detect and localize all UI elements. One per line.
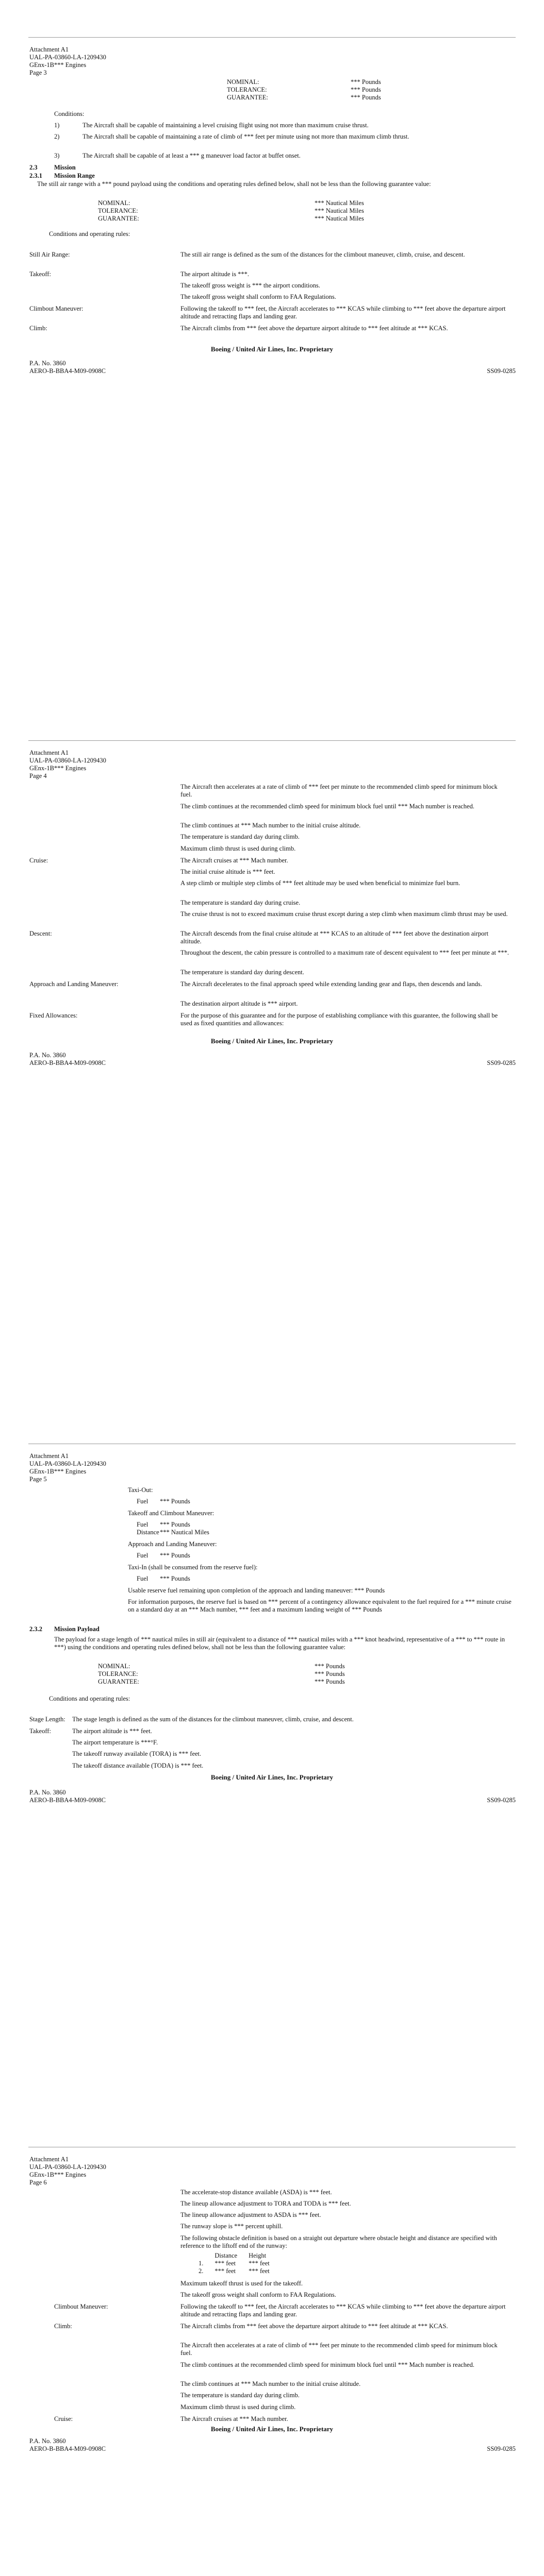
condition-text: The Aircraft shall be capable of maintaining a level cruising flight using not more than maximum cruise thrust. <box>83 122 369 129</box>
conditions-rules-heading: Conditions and operating rules: <box>49 230 130 238</box>
tolerance-value: *** Pounds <box>351 86 381 93</box>
header-line: UAL-PA-03860-LA-1209430 <box>29 54 106 61</box>
footer-doc-id: AERO-B-BBA4-M09-0908C <box>29 367 106 375</box>
stage-length-text: The stage length is defined as the sum of the distances for the climbout maneuver, climb, cruise, and descent. <box>72 1716 354 1723</box>
climb-label: Climb: <box>54 2323 72 2330</box>
header-line: GEnx-1B*** Engines <box>29 2171 87 2178</box>
section-title: Mission Payload <box>54 1625 100 1633</box>
takeoff-line: The airport altitude is ***. <box>180 270 249 278</box>
takeoff-line: The takeoff gross weight shall conform to FAA Regulations. <box>180 2291 336 2298</box>
header-rule <box>28 740 516 741</box>
section-title: Mission Range <box>54 172 95 179</box>
approach-line: The Aircraft decelerates to the final approach speed while extending landing gear and flaps, then descends and lands. <box>180 980 482 988</box>
taxi-in-fuel-value: *** Pounds <box>160 1575 190 1582</box>
climb-line: The Aircraft climbs from *** feet above the departure airport altitude to *** feet altitude at *** KCAS. <box>180 2323 448 2330</box>
nominal-label: NOMINAL: <box>227 78 259 86</box>
taxi-out-label: Taxi-Out: <box>128 1486 153 1494</box>
descent-line: Throughout the descent, the cabin pressure is controlled to a maximum rate of descent equivalent to *** feet per minute at ***. <box>180 949 509 956</box>
mission-range-intro: The still air range with a *** pound payload using the conditions and operating rules defined below, shall not be less than the following guarantee value: <box>37 180 431 188</box>
obstacle-table <box>199 2252 281 2275</box>
obstacle-height-header: Height <box>249 2252 267 2259</box>
tolerance-label: TOLERANCE: <box>227 86 267 93</box>
page-5 <box>0 1406 544 2110</box>
header-line: Page 5 <box>29 1476 47 1483</box>
header-line: UAL-PA-03860-LA-1209430 <box>29 2163 106 2171</box>
taxi-in-label: Taxi-In (shall be consumed from the reserve fuel): <box>128 1564 258 1571</box>
guarantee-label: GUARANTEE: <box>98 215 139 222</box>
conditions-label: Conditions: <box>54 110 85 117</box>
conditions-rules-heading: Conditions and operating rules: <box>49 1695 130 1702</box>
header-line: UAL-PA-03860-LA-1209430 <box>29 1460 106 1467</box>
section-title: Mission <box>54 164 76 171</box>
obstacle-height: *** feet <box>249 2267 270 2275</box>
takeoff-line: The takeoff gross weight shall conform to FAA Regulations. <box>180 293 336 300</box>
footer-doc-id: AERO-B-BBA4-M09-0908C <box>29 1797 106 1804</box>
guarantee-value: *** Nautical Miles <box>315 215 364 222</box>
footer-ss-number: SS09-0285 <box>487 2445 516 2452</box>
fuel-label: Fuel <box>137 1575 149 1582</box>
nominal-value: *** Nautical Miles <box>315 199 364 207</box>
climb-line: The Aircraft then accelerates at a rate of climb of *** feet per minute to the recommended climb speed for minimum block fuel. <box>180 2342 498 2357</box>
descent-line: The temperature is standard day during descent. <box>180 969 304 976</box>
approach-landing-label: Approach and Landing Maneuver: <box>128 1540 217 1548</box>
footer-doc-id: AERO-B-BBA4-M09-0908C <box>29 2445 106 2452</box>
footer-pa-number: P.A. No. 3860 <box>29 1052 66 1059</box>
descent-line: The Aircraft descends from the final cruise altitude at *** KCAS to an altitude of *** feet above the destination airport altitude. <box>180 930 489 945</box>
takeoff-line: The airport altitude is *** feet. <box>72 1727 152 1735</box>
obstacle-distance: *** feet <box>215 2260 236 2267</box>
cruise-label: Cruise: <box>29 857 48 864</box>
header-line: Attachment A1 <box>29 749 69 756</box>
climb-line: The temperature is standard day during climb. <box>180 833 300 840</box>
fixed-allowances-label: Fixed Allowances: <box>29 1012 78 1019</box>
climb-line: The climb continues at the recommended climb speed for minimum block fuel until *** Mach number is reached. <box>180 803 474 810</box>
section-number: 2.3 <box>29 164 38 171</box>
still-air-label: Still Air Range: <box>29 251 70 258</box>
approach-line: The destination airport altitude is *** airport. <box>180 1000 298 1007</box>
proprietary-notice: Boeing / United Air Lines, Inc. Proprietary <box>210 345 334 353</box>
cruise-line: The Aircraft cruises at *** Mach number. <box>180 857 288 864</box>
condition-text: The Aircraft shall be capable of maintaining a rate of climb of *** feet per minute using not more than maximum climb thrust. <box>83 133 409 140</box>
approach-landing-fuel-value: *** Pounds <box>160 1552 190 1559</box>
descent-label: Descent: <box>29 930 52 937</box>
climbout-text: Following the takeoff to *** feet, the Aircraft accelerates to *** KCAS while climbing to *** feet above the departure airport altitude and retracting flaps and landing gear. <box>180 2303 506 2318</box>
fixed-allowances-text: For the purpose of this guarantee and for the purpose of establishing compliance with this guarantee, the following shall be used as fixed quantities and allowances: <box>180 1012 498 1027</box>
climb-line: Maximum climb thrust is used during climb. <box>180 2403 296 2411</box>
payload-intro: The payload for a stage length of *** nautical miles in still air (equivalent to a distance of *** nautical miles with a *** knot headwind, representative of a *** to *** route in ***) using the conditions and operating rules defined below, shall not be less than the following guarantee value: <box>54 1636 505 1651</box>
footer-ss-number: SS09-0285 <box>487 1797 516 1804</box>
page-footer <box>29 1789 516 1804</box>
usable-reserve-text: Usable reserve fuel remaining upon completion of the approach and landing maneuver: *** Pounds <box>128 1587 385 1594</box>
footer-doc-id: AERO-B-BBA4-M09-0908C <box>29 1059 106 1066</box>
page-3 <box>0 0 544 703</box>
climb-line: The climb continues at *** Mach number to the initial cruise altitude. <box>180 822 361 829</box>
condition-number: 1) <box>54 122 60 129</box>
climb-line: Maximum climb thrust is used during climb. <box>180 845 296 852</box>
still-air-text: The still air range is defined as the sum of the distances for the climbout maneuver, climb, cruise, and descent. <box>180 251 465 258</box>
footer-pa-number: P.A. No. 3860 <box>29 360 66 367</box>
header-line: Attachment A1 <box>29 1452 69 1460</box>
proprietary-notice: Boeing / United Air Lines, Inc. Proprietary <box>210 1773 334 1781</box>
takeoff-line: The accelerate-stop distance available (ASDA) is *** feet. <box>180 2189 332 2196</box>
page-header <box>29 2156 106 2187</box>
footer-ss-number: SS09-0285 <box>487 367 516 375</box>
nominal-value: *** Pounds <box>351 78 381 86</box>
takeoff-line: The runway slope is *** percent uphill. <box>180 2223 283 2230</box>
climb-label: Climb: <box>29 325 47 332</box>
takeoff-climbout-label: Takeoff and Climbout Maneuver: <box>128 1510 215 1517</box>
page-4 <box>0 703 544 1406</box>
header-line: Attachment A1 <box>29 2156 69 2163</box>
page-header <box>29 749 106 780</box>
proprietary-notice: Boeing / United Air Lines, Inc. Proprietary <box>210 2425 334 2433</box>
page-header <box>29 46 106 77</box>
proprietary-notice: Boeing / United Air Lines, Inc. Proprietary <box>210 1037 334 1045</box>
header-line: Page 6 <box>29 2179 47 2186</box>
section-number: 2.3.2 <box>29 1625 42 1633</box>
table-row <box>199 2267 281 2275</box>
condition-number: 2) <box>54 133 60 140</box>
climb-text: The Aircraft climbs from *** feet above the departure airport altitude to *** feet altitude at *** KCAS. <box>180 325 448 332</box>
fuel-label: Fuel <box>137 1498 149 1505</box>
footer-pa-number: P.A. No. 3860 <box>29 2437 66 2445</box>
obstacle-number: 1. <box>199 2260 204 2267</box>
takeoff-climbout-distance-value: *** Nautical Miles <box>160 1529 209 1536</box>
tolerance-value: *** Pounds <box>315 1670 345 1677</box>
header-line: Page 4 <box>29 772 47 779</box>
tolerance-value: *** Nautical Miles <box>315 207 364 214</box>
condition-number: 3) <box>54 152 60 159</box>
guarantee-value: *** Pounds <box>351 94 381 101</box>
page-footer <box>29 2437 516 2453</box>
takeoff-line: The lineup allowance adjustment to TORA and TODA is *** feet. <box>180 2200 351 2207</box>
obstacle-distance-header: Distance <box>215 2252 238 2259</box>
header-rule <box>28 37 516 38</box>
takeoff-line: The lineup allowance adjustment to ASDA is *** feet. <box>180 2211 321 2218</box>
header-line: GEnx-1B*** Engines <box>29 765 87 772</box>
page-header <box>29 1452 106 1483</box>
fuel-label: Fuel <box>137 1552 149 1559</box>
climbout-label: Climbout Maneuver: <box>29 305 84 312</box>
takeoff-line: The takeoff distance available (TODA) is *** feet. <box>72 1762 204 1769</box>
takeoff-label: Takeoff: <box>29 270 51 278</box>
climb-line: The climb continues at *** Mach number to the initial cruise altitude. <box>180 2380 361 2387</box>
cruise-line: The cruise thrust is not to exceed maximum cruise thrust except during a step climb when maximum climb thrust may be used. <box>180 910 508 918</box>
climbout-text: Following the takeoff to *** feet, the Aircraft accelerates to *** KCAS while climbing to *** feet above the departure airport altitude and retracting flaps and landing gear. <box>180 305 506 320</box>
takeoff-label: Takeoff: <box>29 1727 51 1735</box>
header-line: GEnx-1B*** Engines <box>29 61 87 69</box>
guarantee-label: GUARANTEE: <box>98 1678 139 1685</box>
takeoff-line: The following obstacle definition is based on a straight out departure where obstacle height and distance are specified with reference to the liftoff end of the runway: <box>180 2234 497 2249</box>
climb-line: The Aircraft then accelerates at a rate of climb of *** feet per minute to the recommended climb speed for minimum block fuel. <box>180 783 498 798</box>
guarantee-value: *** Pounds <box>315 1678 345 1685</box>
page-footer <box>29 360 516 375</box>
reserve-info-text: For information purposes, the reserve fuel is based on *** percent of a contingency allowance equivalent to the fuel required for a *** minute cruise on a standard day at an *** Mach number, *** feet and a maximum landing weight of *** Pounds <box>128 1598 512 1613</box>
takeoff-line: The takeoff runway available (TORA) is *** feet. <box>72 1750 202 1757</box>
page-footer <box>29 1052 516 1067</box>
obstacle-distance: *** feet <box>215 2267 236 2275</box>
guarantee-label: GUARANTEE: <box>227 94 268 101</box>
distance-label: Distance <box>137 1529 159 1536</box>
condition-text: The Aircraft shall be capable of at least a *** g maneuver load factor at buffet onset. <box>83 152 301 159</box>
approach-label: Approach and Landing Maneuver: <box>29 980 119 988</box>
header-line: GEnx-1B*** Engines <box>29 1468 87 1475</box>
takeoff-line: The airport temperature is ***°F. <box>72 1739 158 1746</box>
taxi-out-fuel-value: *** Pounds <box>160 1498 190 1505</box>
header-line: Attachment A1 <box>29 46 69 53</box>
cruise-label: Cruise: <box>54 2415 73 2422</box>
takeoff-line: The takeoff gross weight is *** the airport conditions. <box>180 282 320 289</box>
nominal-label: NOMINAL: <box>98 1663 130 1670</box>
takeoff-line: Maximum takeoff thrust is used for the takeoff. <box>180 2280 303 2287</box>
section-number: 2.3.1 <box>29 172 42 179</box>
tolerance-label: TOLERANCE: <box>98 1670 138 1677</box>
nominal-label: NOMINAL: <box>98 199 130 207</box>
takeoff-climbout-fuel-value: *** Pounds <box>160 1521 190 1528</box>
footer-pa-number: P.A. No. 3860 <box>29 1789 66 1796</box>
cruise-line: The temperature is standard day during cruise. <box>180 899 301 906</box>
cruise-line: The initial cruise altitude is *** feet. <box>180 868 275 875</box>
stage-length-label: Stage Length: <box>29 1716 65 1723</box>
nominal-value: *** Pounds <box>315 1663 345 1670</box>
obstacle-height: *** feet <box>249 2260 270 2267</box>
climb-line: The climb continues at the recommended climb speed for minimum block fuel until *** Mach number is reached. <box>180 2361 474 2368</box>
obstacle-number: 2. <box>199 2267 204 2275</box>
page-6 <box>0 2110 544 2576</box>
footer-ss-number: SS09-0285 <box>487 1059 516 1066</box>
table-row <box>199 2260 281 2267</box>
tolerance-label: TOLERANCE: <box>98 207 138 214</box>
climb-line: The temperature is standard day during climb. <box>180 2392 300 2399</box>
fuel-label: Fuel <box>137 1521 149 1528</box>
cruise-line: A step climb or multiple step climbs of *** feet altitude may be used when beneficial to minimize fuel burn. <box>180 879 460 887</box>
climbout-label: Climbout Maneuver: <box>54 2303 108 2310</box>
header-line: Page 3 <box>29 69 47 76</box>
cruise-line: The Aircraft cruises at *** Mach number. <box>180 2415 288 2422</box>
header-line: UAL-PA-03860-LA-1209430 <box>29 757 106 764</box>
